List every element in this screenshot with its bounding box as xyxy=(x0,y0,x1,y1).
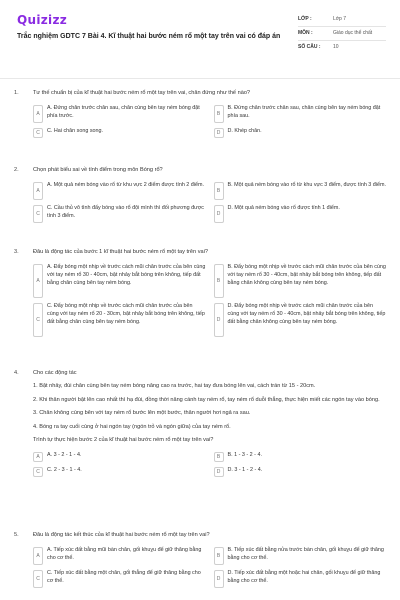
option-a[interactable] xyxy=(33,182,206,200)
option-letter: B xyxy=(214,105,224,123)
option-text: A. 3 - 2 - 1 - 4. xyxy=(47,452,82,459)
option-text: C. Đẩy bóng một nhịp về trước cách mũi chân trước của bên cùng với tay ném rổ 20 - 30cm, bật nhảy bắt bóng trên không, tiếp đất bằng chân cùng bên tay ném bóng. xyxy=(47,303,205,325)
option-letter: A xyxy=(33,547,43,565)
option-letter: B xyxy=(214,452,224,462)
option-letter: B xyxy=(214,264,224,298)
option-letter: D xyxy=(214,570,224,588)
option-a[interactable] xyxy=(33,452,206,462)
question-text: Chọn phát biểu sai về tính điểm trong môn Bóng rổ? xyxy=(33,167,163,173)
question-text: Cho các động tác xyxy=(33,370,77,376)
option-letter: D xyxy=(214,128,224,138)
option-d[interactable] xyxy=(214,205,387,223)
meta-value: 10 xyxy=(333,43,339,50)
option-c[interactable] xyxy=(33,570,206,588)
option-letter: A xyxy=(33,264,43,298)
meta-label: LỚP : xyxy=(298,16,312,22)
option-text: A. Đẩy bóng một nhịp về trước cách mũi chân trước của bên cùng với tay ném rổ 30 - 40cm, bật nhảy bắt bóng trên không, tiếp đất bằng chân cùng bên tay ném bóng. xyxy=(47,264,206,286)
option-letter: A xyxy=(33,105,43,123)
option-d[interactable] xyxy=(214,570,387,588)
quiz-meta xyxy=(298,13,386,53)
question-text: Đâu là động tác kết thúc của kĩ thuật hai bước ném rổ một tay trên vai? xyxy=(33,532,210,538)
question-text: Tư thế chuẩn bị của kĩ thuật hai bước ném rổ một tay trên vai, chân đứng như thế nào? xyxy=(33,90,251,96)
option-b[interactable] xyxy=(214,452,387,462)
option-text: C. Hai chân song song. xyxy=(47,128,104,135)
option-letter: C xyxy=(33,303,43,337)
question-number: 1. xyxy=(14,90,19,96)
header-divider xyxy=(0,78,400,79)
option-d[interactable] xyxy=(214,467,387,477)
option-letter: C xyxy=(33,467,43,477)
option-text: A. Một quả ném bóng vào rổ từ khu vực 2 điểm được tính 2 điểm. xyxy=(47,182,204,189)
option-letter: C xyxy=(33,205,43,223)
option-text: C. Tiếp xúc đất bằng một chân, gối thẳng để giữ thăng bằng cho cơ thể. xyxy=(47,570,201,584)
option-b[interactable] xyxy=(214,547,387,565)
quizizz-logo[interactable]: Quizizz xyxy=(17,13,68,27)
option-text: D. 3 - 1 - 2 - 4. xyxy=(227,467,263,474)
options-grid xyxy=(33,105,386,138)
options-grid xyxy=(33,264,386,337)
question-3 xyxy=(14,249,386,337)
option-a[interactable] xyxy=(33,105,206,123)
question-prompt: Trình tự thực hiện bước 2 của kĩ thuật hai bước ném rổ một tay trên vai? xyxy=(33,436,214,443)
option-b[interactable] xyxy=(214,264,387,298)
option-text: A. Tiếp xúc đất bằng mũi bàn chân, gối khuỵu để giữ thăng bằng cho cơ thể. xyxy=(47,547,202,561)
option-letter: C xyxy=(33,128,43,138)
option-text: C. 2 - 3 - 1 - 4. xyxy=(47,467,82,474)
meta-row-class xyxy=(298,13,386,27)
question-number: 5. xyxy=(14,532,19,538)
option-text: D. Đẩy bóng một nhịp về trước cách mũi chân trước của bên cùng với tay ném rổ 30 - 40cm, bật nhảy bắt bóng trên không, tiếp đất bằng chân không cùng bên tay ném bóng. xyxy=(227,303,386,325)
option-text: D. Một quả ném bóng vào rổ được tính 1 điểm. xyxy=(227,205,340,212)
question-4 xyxy=(14,370,386,477)
statement-3: 3. Chân không cùng bên với tay ném rổ bước lên một bước, thân người hơi ngả ra sau. xyxy=(33,410,251,417)
option-letter: D xyxy=(214,205,224,223)
option-d[interactable] xyxy=(214,128,387,138)
option-letter: B xyxy=(214,547,224,565)
option-text: D. Khép chân. xyxy=(227,128,262,135)
option-letter: B xyxy=(214,182,224,200)
quiz-title: Trắc nghiệm GDTC 7 Bài 4. Kĩ thuật hai bước ném rổ một tay trên vai có đáp án xyxy=(17,33,281,40)
option-c[interactable] xyxy=(33,303,206,337)
option-letter: A xyxy=(33,182,43,200)
options-grid xyxy=(33,182,386,223)
option-text: A. Đứng chân trước chân sau, chân cùng bên tay ném bóng đặt phía trước. xyxy=(47,105,200,119)
option-b[interactable] xyxy=(214,182,387,200)
option-letter: D xyxy=(214,467,224,477)
option-text: B. Một quả ném bóng vào rổ từ khu vực 3 điểm, được tính 3 điểm. xyxy=(227,182,386,189)
option-a[interactable] xyxy=(33,547,206,565)
options-grid xyxy=(33,452,386,477)
option-c[interactable] xyxy=(33,467,206,477)
option-c[interactable] xyxy=(33,128,206,138)
option-letter: D xyxy=(214,303,224,337)
statement-2: 2. Khi thân người bật lên cao nhất thì hạ đùi, đồng thời nâng cánh tay ném rổ, tay ném rổ duỗi thẳng, thực hiện miết các ngón tay vào bóng. xyxy=(33,396,380,403)
meta-value: Lớp 7 xyxy=(333,16,347,22)
statement-1: 1. Bật nhảy, đùi chân cùng bên tay ném bóng nâng cao ra trước, hai tay đưa bóng lên vai, cách trán từ 15 - 20cm. xyxy=(33,383,316,390)
option-c[interactable] xyxy=(33,205,206,223)
question-5 xyxy=(14,532,386,588)
option-b[interactable] xyxy=(214,105,387,123)
option-letter: C xyxy=(33,570,43,588)
meta-value: Giáo dục thể chất xyxy=(333,29,373,36)
meta-row-count xyxy=(298,41,386,54)
statement-4: 4. Bóng ra tay cuối cùng ở hai ngón tay (ngón trỏ và ngón giữa) của tay ném rổ. xyxy=(33,423,231,430)
question-number: 3. xyxy=(14,249,19,255)
option-text: B. 1 - 3 - 2 - 4. xyxy=(227,452,262,459)
question-number: 2. xyxy=(14,167,19,173)
option-text: C. Cầu thủ vô tình đẩy bóng vào rổ đội mình thì đối phương được tính 3 điểm. xyxy=(47,205,204,219)
option-text: B. Đứng chân trước chân sau, chân cùng bên tay ném bóng đặt phía sau. xyxy=(227,105,381,119)
options-grid xyxy=(33,547,386,588)
option-text: D. Tiếp xúc đất bằng một hoặc hai chân, gối khuỵu để giữ thăng bằng cho cơ thể. xyxy=(227,570,381,584)
question-text: Đâu là động tác của bước 1 kĩ thuật hai bước ném rổ một tay trên vai? xyxy=(33,249,208,255)
meta-label: MÔN : xyxy=(298,29,313,36)
option-letter: A xyxy=(33,452,43,462)
option-text: B. Đẩy bóng một nhịp về trước cách mũi chân trước của bên cùng với tay ném rổ 30 - 40cm, bật nhảy bắt bóng trên không, tiếp đất bằng chân không cùng bên tay ném bóng. xyxy=(227,264,386,286)
meta-label: SỐ CÂU : xyxy=(298,43,321,50)
option-d[interactable] xyxy=(214,303,387,337)
meta-row-subject xyxy=(298,27,386,41)
question-1 xyxy=(14,90,386,138)
option-text: B. Tiếp xúc đất bằng nửa trước bàn chân, gối khuỵu để giữ thăng bằng cho cơ thể. xyxy=(227,547,384,561)
question-number: 4. xyxy=(14,370,19,376)
question-2 xyxy=(14,167,386,223)
option-a[interactable] xyxy=(33,264,206,298)
